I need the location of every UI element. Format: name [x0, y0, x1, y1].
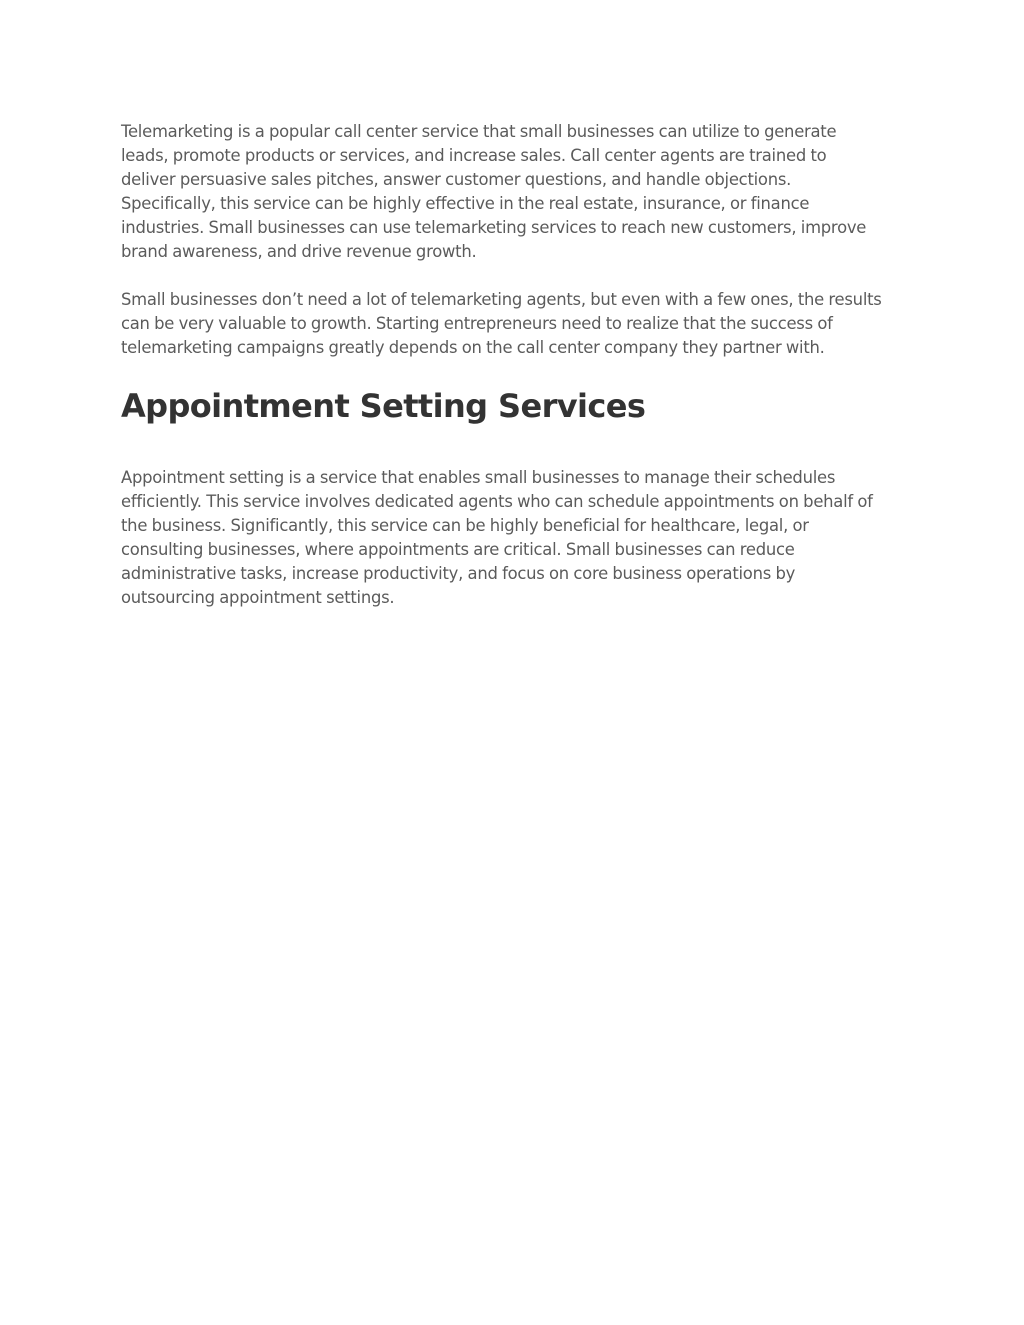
text-line: administrative tasks, increase productivity, and focus on core business operations by [121, 564, 796, 583]
text-line: Appointment setting is a service that enables small businesses to manage their schedules [121, 468, 836, 487]
paragraph-telemarketing [121, 120, 866, 264]
text-line: leads, promote products or services, and increase sales. Call center agents are trained to [121, 146, 827, 165]
text-line: brand awareness, and drive revenue growth. [121, 242, 477, 261]
text-line: telemarketing campaigns greatly depends on the call center company they partner with. [121, 338, 825, 357]
text-line: Small businesses don’t need a lot of telemarketing agents, but even with a few ones, the results [121, 290, 882, 309]
text-line: deliver persuasive sales pitches, answer customer questions, and handle objections. [121, 170, 792, 189]
text-line: industries. Small businesses can use telemarketing services to reach new customers, improve [121, 218, 867, 237]
paragraph-appointment-setting [121, 466, 873, 610]
text-line: the business. Significantly, this service can be highly beneficial for healthcare, legal, or [121, 516, 809, 535]
paragraph-telemarketing-agents [121, 288, 882, 360]
text-line: outsourcing appointment settings. [121, 588, 395, 607]
text-line: consulting businesses, where appointments are critical. Small businesses can reduce [121, 540, 795, 559]
text-line: efficiently. This service involves dedicated agents who can schedule appointments on behalf of [121, 492, 873, 511]
text-line: can be very valuable to growth. Starting entrepreneurs need to realize that the success of [121, 314, 833, 333]
text-line: Telemarketing is a popular call center service that small businesses can utilize to generate [121, 122, 837, 141]
section-heading: Appointment Setting Services [121, 387, 646, 425]
text-line: Specifically, this service can be highly effective in the real estate, insurance, or finance [121, 194, 810, 213]
